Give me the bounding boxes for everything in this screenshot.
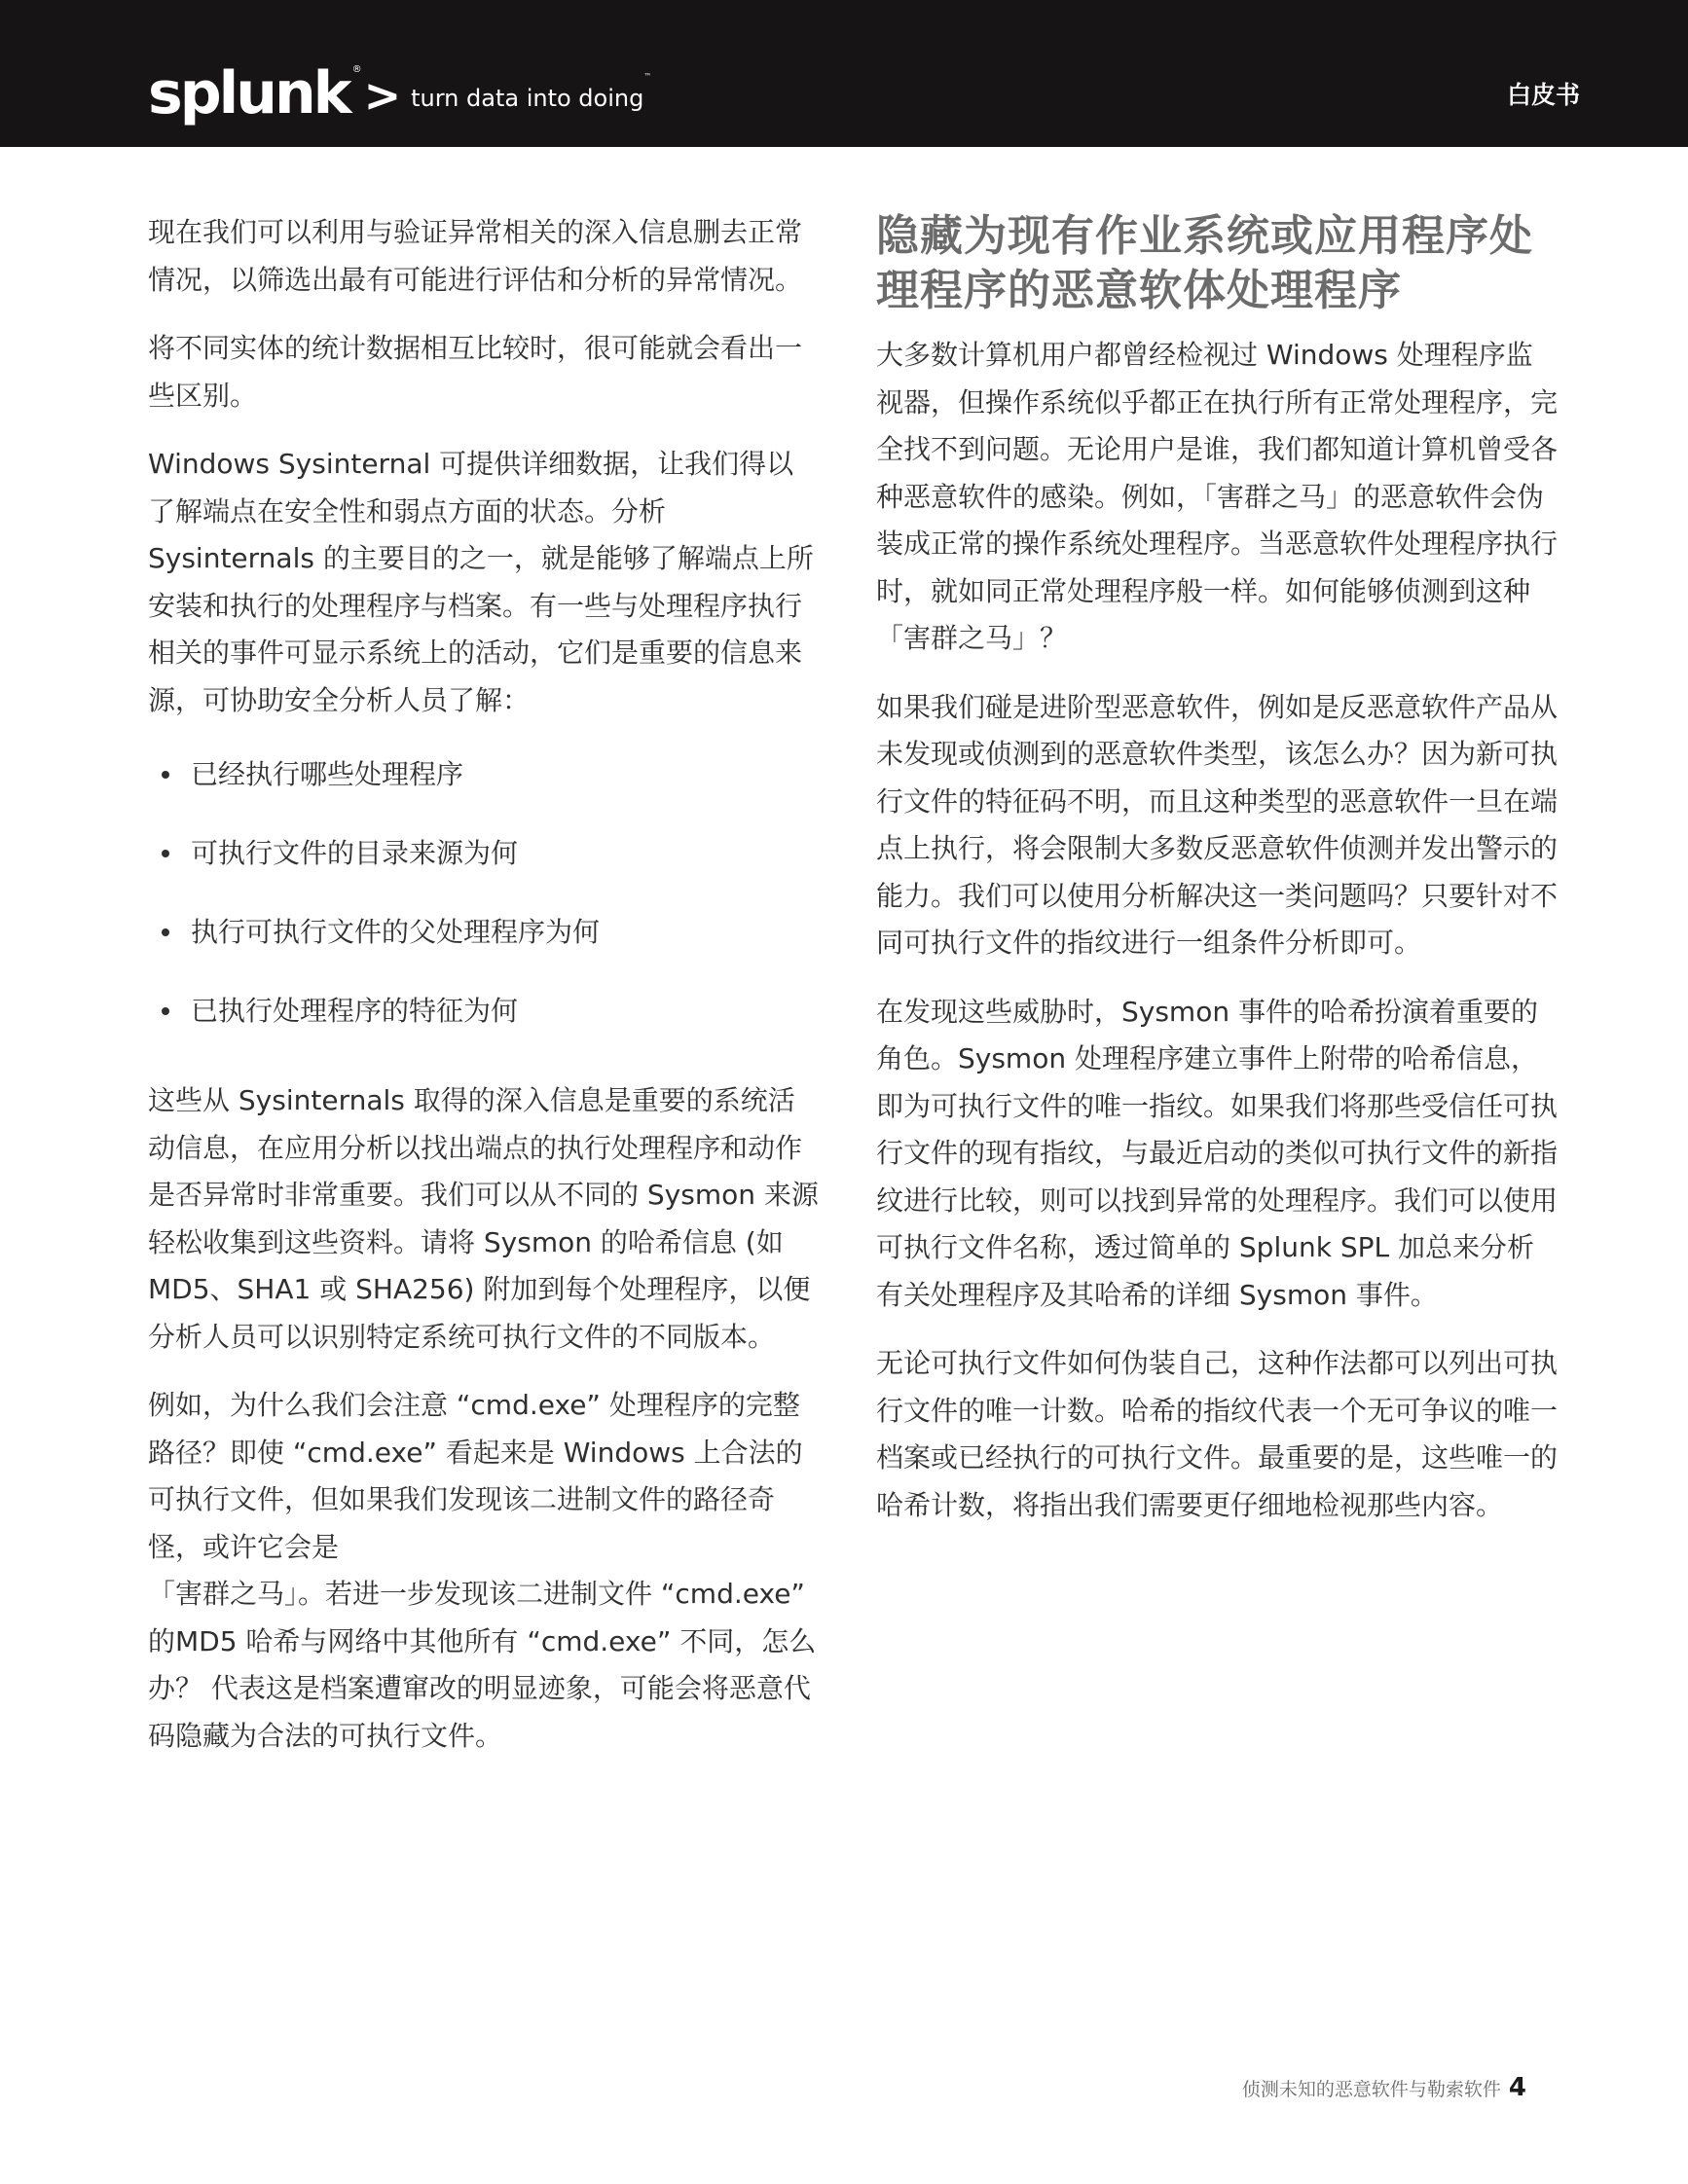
list-item-text: 已经执行哪些处理程序 — [191, 758, 464, 790]
list-item — [148, 909, 820, 956]
page-number: 4 — [1508, 2073, 1526, 2102]
paragraph: 这些从 Sysinternals 取得的深入信息是重要的系统活动信息，在应用分析以找出端点的执行处理程序和动作是否异常时非常重要。我们可以从不同的 Sysmon 来源轻松收集到这些资料。请将 Sysmon 的哈希信息 (如 MD5、SHA1 或 SHA256) 附加到每个处理程序，以便分析人员可以识别特定系统可执行文件的不同版本。 — [148, 1084, 819, 1353]
bullet-icon — [162, 771, 169, 779]
right-column — [876, 209, 1558, 1550]
logo-trademark: ™ — [643, 72, 652, 81]
logo-chevron-icon: > — [363, 69, 402, 122]
logo-wordmark: splunk — [148, 59, 349, 127]
bullet-list — [148, 751, 820, 1035]
section-title: 隐藏为现有作业系统或应用程序处理程序的恶意软体处理程序 — [876, 211, 1533, 315]
paragraph: 无论可执行文件如何伪装自己，这种作法都可以列出可执行文件的唯一计数。哈希的指纹代表一个无可争议的唯一档案或已经执行的可执行文件。最重要的是，这些唯一的哈希计数，将指出我们需要更仔细地检视那些内容。 — [876, 1347, 1559, 1521]
paragraph: 如果我们碰是进阶型恶意软件，例如是反恶意软件产品从未发现或侦测到的恶意软件类型，该怎么办？因为新可执行文件的特征码不明，而且这种类型的恶意软件一旦在端点上执行，将会限制大多数反恶意软件侦测并发出警示的能力。我们可以使用分析解决这一类问题吗？只要针对不同可执行文件的指纹进行一组条件分析即可。 — [876, 690, 1559, 959]
footer-document-title: 侦测未知的恶意软件与勒索软件 — [1241, 2079, 1501, 2100]
list-item — [148, 830, 820, 877]
paragraph: 现在我们可以利用与验证异常相关的深入信息删去正常情况，以筛选出最有可能进行评估和分析的异常情况。 — [148, 216, 803, 296]
bullet-icon — [162, 850, 169, 857]
paragraph: Windows Sysinternal 可提供详细数据，让我们得以了解端点在安全性和弱点方面的状态。分析 Sysinternals 的主要目的之一，就是能够了解端点上所安装和执行的处理程序与档案。有一些与处理程序执行相关的事件可显示系统上的活动，它们是重要的信息来源，可协助安全分析人员了解： — [148, 448, 814, 716]
logo-tagline: turn data into doing — [411, 85, 644, 112]
paragraph: 例如，为什么我们会注意 “cmd.exe” 处理程序的完整路径？即使 “cmd.exe” 看起来是 Windows 上合法的可执行文件，但如果我们发现该二进制文件的路径奇怪，或许它会是 — [148, 1389, 803, 1563]
list-item-text: 可执行文件的目录来源为何 — [191, 837, 519, 869]
splunk-logo — [148, 55, 652, 127]
page-footer — [1242, 2073, 1526, 2102]
page-header — [0, 0, 1688, 147]
list-item-text: 已执行处理程序的特征为何 — [191, 995, 519, 1027]
logo-registered-mark: ® — [351, 64, 362, 75]
paragraph: 将不同实体的统计数据相互比较时，很可能就会看出一些区别。 — [148, 332, 803, 412]
bullet-icon — [162, 1007, 169, 1015]
bullet-icon — [162, 928, 169, 936]
paragraph: 「害群之马」。若进一步发现该二进制文件 “cmd.exe” 的MD5 哈希与网络中其他所有 “cmd.exe” 不同，怎么办？ 代表这是档案遭窜改的明显迹象，可能会将恶意代码隐藏为合法的可执行文件。 — [148, 1578, 817, 1752]
paragraph: 大多数计算机用户都曾经检视过 Windows 处理程序监视器，但操作系统似乎都正在执行所有正常处理程序，完全找不到问题。无论用户是谁，我们都知道计算机曾受各种恶意软件的感染。例如，「害群之马」的恶意软件会伪装成正常的操作系统处理程序。当恶意软件处理程序执行时，就如同正常处理程序般一样。如何能够侦测到这种「害群之马」？ — [876, 339, 1559, 654]
paragraph: 在发现这些威胁时，Sysmon 事件的哈希扮演着重要的角色。Sysmon 处理程序建立事件上附带的哈希信息，即为可执行文件的唯一指纹。如果我们将那些受信任可执行文件的现有指纹，与最近启动的类似可执行文件的新指纹进行比较，则可以找到异常的处理程序。我们可以使用可执行文件名称，透过简单的 Splunk SPL 加总来分析有关处理程序及其哈希的详细 Sysmon 事件。 — [876, 995, 1559, 1311]
list-item — [148, 751, 820, 798]
list-item — [148, 988, 820, 1035]
left-column — [148, 209, 820, 1781]
document-type-label: 白皮书 — [1506, 81, 1580, 109]
list-item-text: 执行可执行文件的父处理程序为何 — [191, 916, 601, 948]
